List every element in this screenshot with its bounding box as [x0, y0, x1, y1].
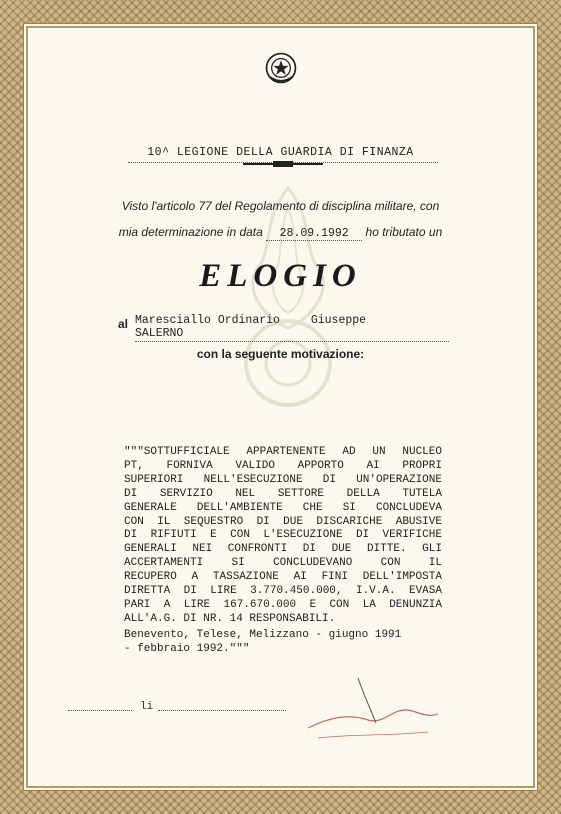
recipient-prefix: al: [118, 317, 129, 331]
motivation-line: SUPERIORI NELL'ESECUZIONE DI UN'OPERAZIONE: [124, 473, 442, 486]
intro-line-1: Visto l'articolo 77 del Regolamento di disciplina militare, con: [121, 199, 440, 213]
place-date-line-2: - febbraio 1992.""": [124, 643, 250, 655]
recipient-last-name: SALERNO: [135, 327, 184, 340]
motivation-line: GENERALI NEI CONFRONTI DI DUE DITTE. GLI: [124, 543, 442, 556]
signature-date-mark: li: [140, 701, 154, 713]
handwritten-signature-icon: [298, 668, 448, 758]
italian-republic-emblem-icon: [264, 51, 298, 85]
motivation-line: """SOTTUFFICIALE APPARTENENTE AD UN NUCLEO: [124, 446, 442, 458]
certificate-inner-panel: [28, 28, 533, 786]
intro-line-2-prefix: mia determinazione in data: [118, 225, 263, 239]
signature-date-line: [68, 710, 132, 711]
motivation-line: PT, FORNIVA VALIDO APPORTO AI PROPRI: [124, 459, 442, 472]
motivation-line: GENERALE DELL'AMBIENTE CHE SI CONCLUDEVA: [124, 501, 442, 514]
motivation-line: RECUPERO A TASSAZIONE AI FINI DELL'IMPOSTA: [124, 571, 442, 584]
motivation-line: CON IL SEQUESTRO DI DUE DISCARICHE ABUSIVE: [124, 515, 442, 528]
recipient-field: [135, 314, 449, 342]
recipient-rank: Maresciallo Ordinario: [135, 314, 280, 327]
motivation-label: con la seguente motivazione:: [196, 347, 365, 361]
place-date: [124, 628, 454, 656]
motivation-line: PARI A LIRE 167.670.000 E CON LA DENUNZIA: [124, 598, 442, 611]
ornament-divider-icon: [243, 161, 323, 167]
intro-line-2: [28, 225, 533, 241]
guardia-di-finanza-flame-watermark-icon: [203, 178, 373, 428]
motivation-line: DI SERVIZIO NEL SETTORE DELLA TUTELA: [124, 487, 442, 500]
intro-line-2-suffix: ho tributato un: [365, 225, 443, 239]
motivation-line: DI RIFIUTI E CON L'ESECUZIONE DI VERIFICHE: [124, 529, 442, 542]
motivation-line: DIRETTA DI LIRE 3.770.450.000, I.V.A. EVASA: [124, 585, 442, 598]
motivation-line: ALL'A.G. DI NR. 14 RESPONSABILI.: [124, 612, 336, 625]
recipient-first-name: Giuseppe: [310, 314, 367, 327]
motivation-text: [124, 446, 442, 627]
signature-date-line-2: [158, 710, 286, 711]
document-title: ELOGIO: [199, 258, 362, 294]
motivation-line: ACCERTAMENTI SI CONCLUDEVANO CON IL: [124, 557, 442, 570]
place-date-line-1: Benevento, Telese, Melizzano - giugno 1991: [124, 629, 402, 641]
legion-heading: 10^ LEGIONE DELLA GUARDIA DI FINANZA: [147, 146, 414, 159]
determination-date: 28.09.1992: [266, 227, 362, 241]
